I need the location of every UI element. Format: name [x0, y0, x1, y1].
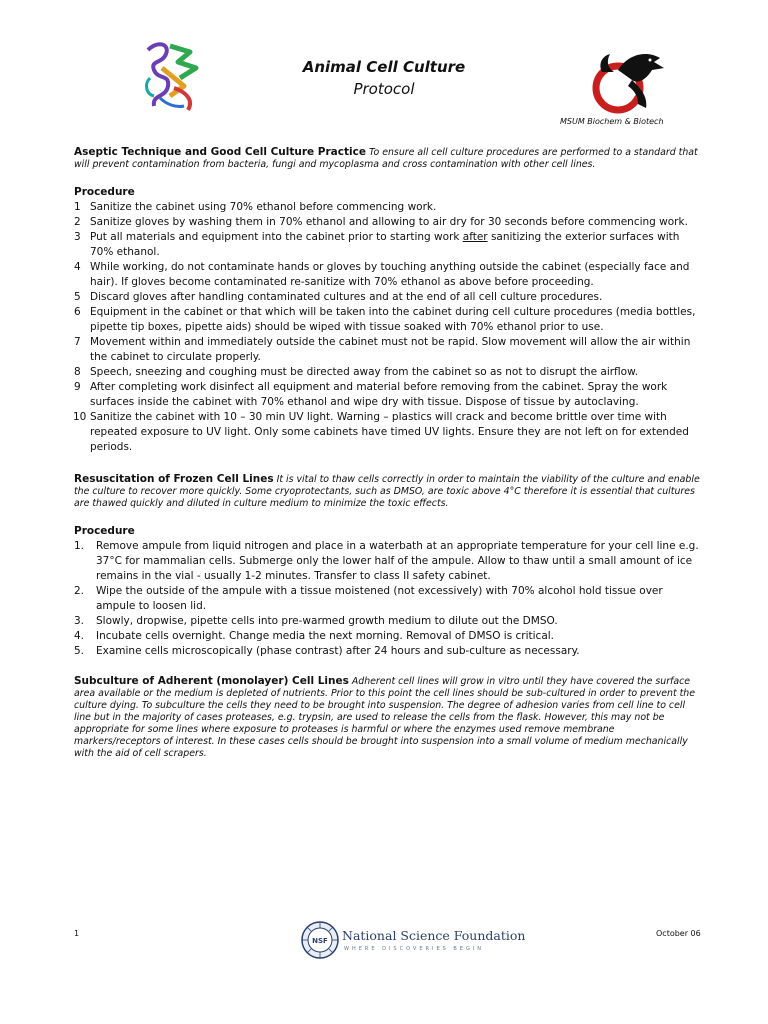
aseptic-heading: Aseptic Technique and Good Cell Culture Practice: [74, 146, 366, 158]
list-item: 1. Remove ampule from liquid nitrogen and place in a waterbath at an appropriate temperature for your cell line e.g. 37°C for mammalian cells. Submerge only the lower half of the ampule. Allow to thaw until a small amount of ice remains in the vial - usually 1-2 minutes. Transfer to class II safety cabinet.: [74, 540, 699, 582]
resuscitation-procedure-heading: Procedure: [74, 525, 135, 537]
list-item: 4. Incubate cells overnight. Change media the next morning. Removal of DMSO is critical.: [74, 630, 555, 642]
protein-structure-logo: [140, 38, 208, 118]
subculture-section: [74, 675, 700, 760]
list-item: 2. Wipe the outside of the ampule with a tissue moistened (not excessively) with 70% alcohol hold tissue over ampule to loosen lid.: [74, 585, 663, 612]
list-item: 3 Put all materials and equipment into the cabinet prior to starting work after sanitizing the exterior surfaces with 70% ethanol.: [74, 231, 680, 258]
list-item: 1 Sanitize the cabinet using 70% ethanol before commencing work.: [74, 201, 437, 213]
page-number: 1: [74, 929, 80, 938]
resuscitation-procedure: [74, 524, 700, 659]
aseptic-procedure: [74, 185, 700, 455]
aseptic-section: [74, 146, 700, 171]
list-item: 8 Speech, sneezing and coughing must be directed away from the cabinet so as not to disrupt the airflow.: [74, 366, 639, 378]
list-item: 7 Movement within and immediately outside the cabinet must not be rapid. Slow movement will allow the air within the cabinet to circulate properly.: [74, 336, 691, 363]
org-caption: MSUM Biochem & Biotech: [560, 117, 664, 126]
nsf-seal-icon: [300, 920, 340, 960]
resuscitation-section: [74, 473, 700, 510]
nsf-seal-text: NSF: [312, 937, 328, 945]
dragon-logo: [588, 44, 668, 116]
list-item: 2 Sanitize gloves by washing them in 70% ethanol and allowing to air dry for 30 seconds before commencing work.: [74, 216, 688, 228]
list-item: 10 Sanitize the cabinet with 10 – 30 min UV light. Warning – plastics will crack and become brittle over time with repeated exposure to UV light. Only some cabinets have timed UV lights. Ensure they are not left on for extended periods.: [73, 411, 689, 453]
resuscitation-intro-block: [74, 473, 700, 510]
resuscitation-steps-list: [74, 539, 700, 659]
aseptic-procedure-heading: Procedure: [74, 186, 135, 198]
subculture-heading: Subculture of Adherent (monolayer) Cell Lines: [74, 675, 349, 687]
list-item: 3. Slowly, dropwise, pipette cells into pre-warmed growth medium to dilute out the DMSO.: [74, 615, 558, 627]
resuscitation-intro: It is vital to thaw cells correctly in order to maintain the viability of the culture and enable the culture to recover more quickly. Some cryoprotectants, such as DMSO, are toxic above 4°C therefore it is essential that cultures are thawed quickly and diluted in culture medium to minimize the toxic effects.: [74, 474, 700, 509]
aseptic-steps-list: [74, 200, 700, 455]
nsf-logo: [300, 918, 526, 968]
underlined-word: after: [462, 231, 488, 243]
list-item: 9 After completing work disinfect all equipment and material before removing from the cabinet. Spray the work surfaces inside the cabinet with 70% ethanol and wipe dry with tissue. Dispose of tissue by autoclaving.: [74, 381, 668, 408]
aseptic-intro: To ensure all cell culture procedures are performed to a standard that will prevent contamination from bacteria, fungi and mycoplasma and cross contamination with other cell lines.: [74, 147, 698, 170]
document-body: [74, 146, 700, 772]
aseptic-intro-block: [74, 146, 700, 171]
document-title: Animal Cell Culture: [302, 58, 466, 76]
list-item: 4 While working, do not contaminate hands or gloves by touching anything outside the cabinet (especially face and hair). If gloves become contaminated re-sanitize with 70% ethanol as above before proceeding.: [74, 261, 690, 288]
nsf-name: National Science Foundation: [342, 928, 526, 943]
document-date: October 06: [656, 929, 701, 938]
nsf-tagline: WHERE DISCOVERIES BEGIN: [344, 946, 485, 952]
subculture-intro: Adherent cell lines will grow in vitro until they have covered the surface area available or the medium is depleted of nutrients. Prior to this point the cell lines should be sub-cultured in order to prevent the culture dying. To subculture the cells they need to be brought into suspension. The degree of adhesion varies from cell line to cell line but in the majority of cases proteases, e.g. trypsin, are used to release the cells from the flask. However, this may not be appropriate for some lines where exposure to proteases is harmful or where the enzymes used remove membrane markers/receptors of interest. In these cases cells should be brought into suspension into a small volume of medium mechanically with the aid of cell scrapers.: [74, 676, 695, 759]
resuscitation-heading: Resuscitation of Frozen Cell Lines: [74, 473, 274, 485]
subculture-intro-block: [74, 675, 700, 760]
list-item: 5 Discard gloves after handling contaminated cultures and at the end of all cell culture procedures.: [74, 291, 603, 303]
list-item: 5. Examine cells microscopically (phase contrast) after 24 hours and sub-culture as necessary.: [74, 645, 580, 657]
list-item: 6 Equipment in the cabinet or that which will be taken into the cabinet during cell culture procedures (media bottles, pipette tip boxes, pipette aids) should be wiped with tissue soaked with 70% ethanol prior to use.: [74, 306, 696, 333]
document-subtitle: Protocol: [353, 80, 415, 98]
